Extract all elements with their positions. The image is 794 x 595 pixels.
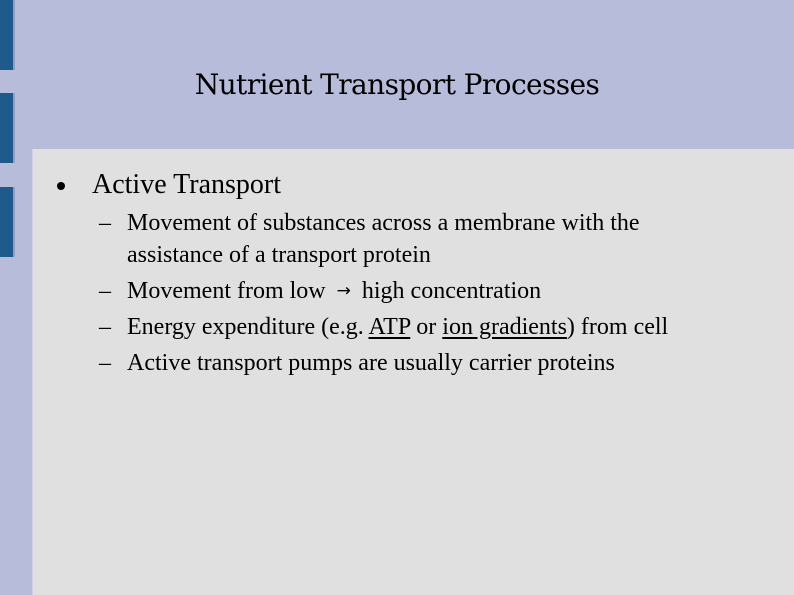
sub-bullet-text: ) from cell (566, 314, 669, 340)
sub-bullet-list (95, 207, 735, 383)
atp-link[interactable]: ATP (368, 314, 411, 340)
slide-title: Nutrient Transport Processes (194, 68, 600, 101)
arrow-right-icon: → (336, 281, 351, 301)
dash-icon: – (99, 210, 111, 236)
sub-bullet-item (95, 347, 735, 379)
sub-bullet-text: Active transport pumps are usually carrier proteins (127, 350, 615, 376)
sub-bullet-item (95, 275, 735, 307)
dash-icon: – (99, 314, 111, 340)
sub-bullet-text: high concentration (355, 278, 542, 304)
side-bar-decoration (0, 0, 15, 70)
side-bar-decoration (0, 187, 15, 257)
ion-gradients-link[interactable]: ion gradients (442, 314, 567, 340)
sub-bullet-text: Energy expenditure (e.g. (127, 314, 369, 340)
sub-bullet-text: Movement from low (127, 278, 332, 304)
sub-bullet-text: or (410, 314, 443, 340)
dash-icon: – (99, 350, 111, 376)
sub-bullet-text: Movement of substances across a membrane with the assistance of a transport protein (127, 210, 640, 268)
side-bar-decoration (0, 93, 15, 163)
bullet-dot-icon (57, 182, 65, 190)
sub-bullet-item (95, 311, 735, 343)
sub-bullet-item (95, 207, 735, 271)
dash-icon: – (99, 278, 111, 304)
bullet-text: Active Transport (92, 169, 281, 200)
bullet-item (57, 167, 281, 203)
